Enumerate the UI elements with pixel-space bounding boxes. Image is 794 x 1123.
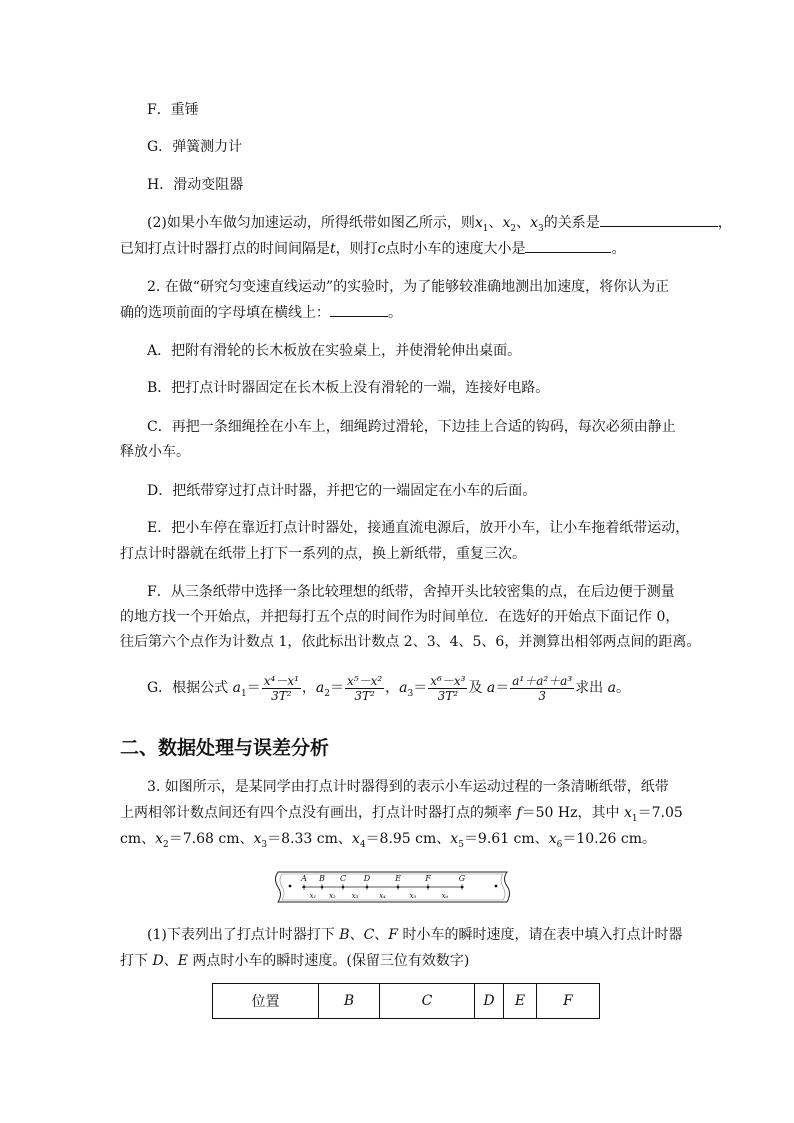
sub: 1 (482, 223, 489, 234)
text: ＝9.61 cm、 (463, 831, 549, 847)
table-header-cell: 位置 (213, 984, 319, 1019)
tape-segment-label: x₅ (409, 892, 417, 900)
option-text: 滑动变阻器 (173, 177, 244, 193)
text: 上两相邻计数点间还有四个点没有画出，打点计时器打点的频率 (120, 805, 517, 821)
text: ＝ (246, 680, 261, 696)
text: 的关系是 (543, 215, 600, 231)
sub: 2 (324, 688, 330, 699)
sub: 3 (407, 688, 414, 699)
var-x: x (155, 831, 164, 847)
numerator: a¹＋a²＋a³ (512, 673, 573, 688)
q2-option-b (147, 378, 549, 398)
var-f: f (516, 805, 522, 821)
text: 已知打点计时器打点的时间间隔是 (120, 241, 330, 257)
q3-part1-line2 (120, 951, 469, 971)
var-x: x (548, 831, 557, 847)
table-header-cell: E (504, 984, 537, 1019)
text: 2. 在做“研究匀变速直线运动”的实验时，为了能够较准确地测出加速度，将你认为正 (147, 279, 670, 295)
var-a: a (607, 680, 616, 696)
q2-option-d (147, 481, 536, 501)
q2-option-c-line2 (120, 442, 190, 462)
tape-point-label: D (363, 874, 371, 883)
tape-segment-label: x₁ (309, 892, 317, 900)
text: 、 (349, 927, 364, 943)
text: ＝8.33 cm、 (267, 831, 352, 847)
text: G．根据公式 (147, 680, 233, 696)
text: ＝7.05 (637, 805, 683, 821)
tape-segment-label: x₆ (441, 892, 449, 900)
table-header-cell: F (537, 984, 600, 1019)
tape-segment-label: x₃ (351, 892, 359, 900)
table-header-cell: C (380, 984, 475, 1019)
answer-blank[interactable] (330, 303, 388, 317)
var-t: t (330, 241, 336, 257)
option-g (147, 137, 242, 157)
text: 两点时小车的瞬时速度。(保留三位有效数字) (187, 953, 470, 969)
numerator: x⁴－x¹ (263, 673, 299, 688)
option-text: 弹簧测力计 (172, 139, 243, 155)
text: ＝ (330, 680, 344, 696)
text: A．把附有滑轮的长木板放在实验桌上，并使滑轮伸出桌面。 (147, 343, 522, 359)
denominator: 3T² (271, 688, 292, 703)
text: 3. 如图所示，是某同学由打点计时器得到的表示小车运动过程的一条清晰纸带，纸带 (147, 779, 669, 795)
q3-line3 (120, 829, 656, 849)
text: F．从三条纸带中选择一条比较理想的纸带，舍掉开头比较密集的点，在后边便于测量 (147, 584, 675, 600)
text: ， (717, 215, 732, 231)
var-c: c (377, 241, 386, 257)
text: 的地方找一个开始点，并把每打五个点的时间作为时间单位．在选好的开始点下面记作 0， (120, 609, 680, 625)
numerator: x⁶－x³ (430, 673, 466, 688)
text: ＝ (413, 680, 428, 696)
option-text: 重锤 (170, 102, 199, 118)
text: ＝ (495, 680, 510, 696)
tape-dot-left (289, 885, 292, 888)
text: ＝8.95 cm、 (365, 831, 451, 847)
sub: 1 (241, 688, 247, 699)
sub: 3 (538, 223, 544, 234)
tape-segment-label: x₄ (379, 892, 386, 900)
q2-option-a (147, 341, 521, 361)
option-letter: H． (147, 177, 174, 193)
var-a1: a (232, 680, 241, 696)
sub: 1 (631, 813, 638, 824)
q1-part2-line1 (147, 213, 732, 233)
var-x2: x (502, 215, 511, 231)
sep: 、 (516, 215, 531, 231)
var-x: x (623, 805, 632, 821)
sub: 2 (510, 223, 517, 234)
tape-point-label: F (425, 874, 431, 883)
fraction-a (510, 674, 574, 703)
var-a2: a (315, 680, 325, 696)
section-heading: 二、数据处理与误差分析 (120, 737, 330, 759)
tape-point-label: C (339, 874, 347, 883)
tape-point-label: G (458, 874, 466, 883)
sub: 2 (163, 839, 169, 850)
answer-blank[interactable] (525, 239, 611, 253)
var-e: E (177, 953, 188, 969)
tape-point-label: A (301, 874, 307, 883)
tape-point-label: B (319, 874, 325, 883)
text: ＝7.68 cm、 (168, 831, 254, 847)
paper-tape-figure (270, 866, 515, 910)
var-x: x (253, 831, 262, 847)
text: D．把纸带穿过打点计时器，并把它的一端固定在小车的后面。 (147, 483, 537, 499)
sep: 、 (488, 215, 503, 231)
var-b: B (339, 927, 350, 943)
table-header-cell: B (319, 984, 380, 1019)
text: 点时小车的速度大小是 (385, 241, 526, 257)
q3-line1 (147, 777, 669, 797)
text: C．再把一条细绳拴在小车上，细绳跨过滑轮，下边挂上合适的钩码，每次必须由静止 (147, 419, 676, 435)
text: 。 (615, 680, 630, 696)
tape-dot-right (495, 885, 498, 888)
q2-option-g-formula (147, 670, 630, 706)
text: 时小车的瞬时速度，请在表中填入打点计时器 (398, 927, 683, 943)
q2-option-e-line2 (120, 544, 526, 564)
table-row (213, 984, 600, 1019)
table-header-cell: D (475, 984, 504, 1019)
q2-intro-line2 (120, 303, 402, 323)
denominator: 3T² (437, 688, 459, 703)
text: B．把打点计时器固定在长木板上没有滑轮的一端，连接好电路。 (147, 380, 550, 396)
var-a: a (486, 680, 496, 696)
text: 、 (163, 953, 178, 969)
sub: 6 (556, 839, 563, 850)
option-h (147, 175, 243, 195)
var-c: C (363, 927, 375, 943)
option-letter: G． (147, 139, 173, 155)
var-x3: x (530, 215, 539, 231)
q2-option-f-line3 (120, 632, 700, 652)
velocity-table (212, 983, 600, 1019)
text: ，则打 (335, 241, 378, 257)
q2-option-f-line1 (147, 582, 675, 602)
var-x1: x (474, 215, 483, 231)
fraction-a3 (428, 674, 467, 703)
text: 打下 (120, 953, 153, 969)
fraction-a1 (262, 674, 301, 703)
text: 确的选项前面的字母填在横线上： (120, 305, 330, 321)
text: 。 (611, 241, 626, 257)
text: ， (385, 680, 400, 696)
text: ， (301, 680, 316, 696)
text: 往后第六个点作为计数点 1，依此标出计数点 2、3、4、5、6，并测算出相邻两点间的距离。 (120, 634, 701, 650)
tape-point-label: E (395, 874, 401, 883)
var-a3: a (399, 680, 408, 696)
text: 及 (468, 680, 487, 696)
text: (2)如果小车做匀加速运动，所得纸带如图乙所示，则 (147, 215, 475, 231)
denominator: 3 (538, 688, 547, 703)
text: (1)下表列出了打点计时器打下 (147, 927, 340, 943)
q2-option-c-line1 (147, 417, 676, 437)
fraction-a2 (345, 674, 384, 703)
numerator: x⁵－x² (347, 673, 383, 688)
sub: 4 (359, 839, 366, 850)
q3-line2 (120, 803, 683, 823)
q3-part1-line1 (147, 925, 682, 945)
text: 。 (388, 305, 402, 321)
text: cm、 (120, 831, 156, 847)
text: 、 (374, 927, 389, 943)
option-letter: F． (147, 102, 171, 118)
text: 打点计时器就在纸带上打下一系列的点，换上新纸带，重复三次。 (120, 546, 526, 562)
q2-intro-line1 (147, 277, 669, 297)
denominator: 3T² (354, 688, 375, 703)
option-f (147, 100, 199, 120)
var-x: x (450, 831, 459, 847)
text: ＝50 Hz，其中 (521, 805, 624, 821)
sub: 3 (261, 839, 268, 850)
q2-option-e-line1 (147, 518, 689, 538)
sub: 5 (458, 839, 464, 850)
var-d: D (152, 953, 164, 969)
q2-option-f-line2 (120, 607, 679, 627)
tape-segment-label: x₂ (329, 892, 336, 900)
text: ＝10.26 cm。 (562, 831, 656, 847)
var-f: F (388, 927, 399, 943)
text: 释放小车。 (120, 444, 190, 460)
answer-blank[interactable] (600, 213, 718, 227)
var-x: x (351, 831, 360, 847)
q1-part2-line2 (120, 239, 625, 259)
text: 求出 (575, 680, 608, 696)
text: E．把小车停在靠近打点计时器处，接通直流电源后，放开小车，让小车拖着纸带运动， (147, 520, 690, 536)
